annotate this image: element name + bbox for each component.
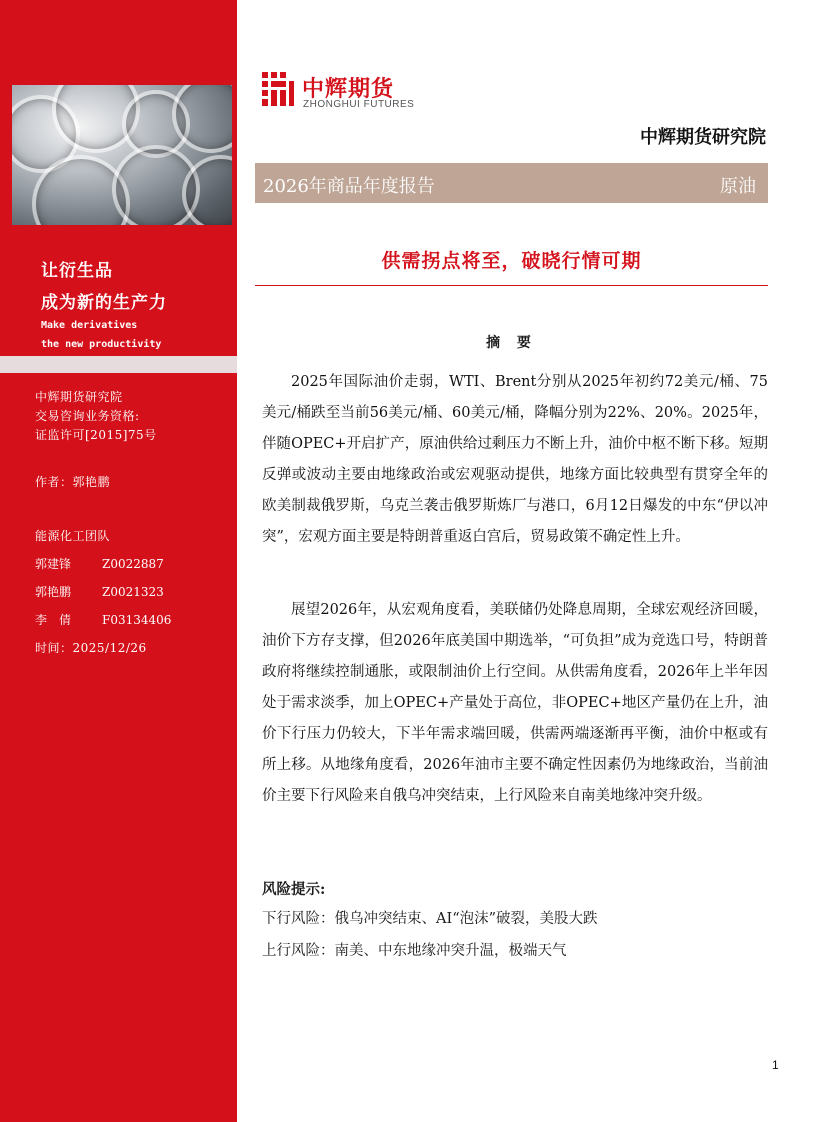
risk-upside: 上行风险：南美、中东地缘冲突升温，极端天气 (262, 943, 567, 959)
commodity-label: 原油 (720, 176, 756, 197)
sidebar-qualification: 交易咨询业务资格: (35, 409, 140, 423)
team-member-row (35, 583, 164, 600)
sidebar-date: 时间：2025/12/26 (35, 641, 147, 655)
sidebar-divider (0, 356, 237, 373)
institute-name: 中辉期货研究院 (640, 127, 766, 148)
slogan-cn-line-2: 成为新的生产力 (41, 293, 167, 313)
report-type: 2026年商品年度报告 (263, 176, 435, 197)
slogan-en-line-2: the new productivity (41, 339, 162, 350)
slogan-cn-line-1: 让衍生品 (41, 261, 113, 281)
headline-rule (255, 285, 768, 286)
report-headline: 供需拐点将至，破晓行情可期 (381, 250, 642, 272)
abstract-paragraph: 2025年国际油价走弱，WTI、Brent分别从2025年初约72美元/桶、75美元/桶跌至当前56美元/桶、60美元/桶，降幅分别为22%、20%。2025年，伴随OPEC+开启扩产，原油供给过剩压力不断上升，油价中枢不断下移。短期反弹或波动主要由地缘政治或宏观驱动提供，地缘方面比较典型有贯穿全年的欧美制裁俄罗斯，乌克兰袭击俄罗斯炼厂与港口，6月12日爆发的中东“伊以冲突”，宏观方面主要是特朗普重返白宫后，贸易政策不确定性上升。 (262, 374, 768, 545)
page-number: 1 (772, 1058, 779, 1072)
slogan-en-line-1: Make derivatives (41, 320, 138, 331)
team-member-name: 郭艳鹏 (35, 585, 72, 599)
team-member-name: 李 倩 (35, 613, 72, 627)
risk-downside: 下行风险：俄乌冲突结束、AI“泡沫”破裂，美股大跌 (262, 911, 598, 927)
team-member-row (35, 611, 171, 628)
sidebar-team-name: 能源化工团队 (35, 529, 111, 543)
team-member-id: Z0022887 (102, 557, 164, 571)
steel-coils-image (12, 85, 232, 225)
sidebar-institute: 中辉期货研究院 (35, 390, 123, 404)
team-member-row (35, 555, 164, 572)
logo-grid-icon (262, 72, 294, 106)
logo-text-en: ZHONGHUI FUTURES (303, 99, 415, 110)
sidebar-author: 作者：郭艳鹏 (35, 475, 111, 489)
report-type-band (255, 163, 768, 203)
team-member-id: F03134406 (102, 613, 172, 627)
sidebar (0, 0, 237, 1122)
risk-title: 风险提示: (262, 881, 326, 898)
abstract-paragraph: 展望2026年，从宏观角度看，美联储仍处降息周期，全球宏观经济回暖，油价下方存支撑，但2026年底美国中期选举，“可负担”成为竞选口号，特朗普政府将继续控制通胀，或限制油价上行空间。从供需角度看，2026年上半年因处于需求淡季，加上OPEC+产量处于高位，非OPEC+地区产量仍在上升，油价下行压力仍较大，下半年需求端回暖，供需两端逐渐再平衡，油价中枢或有所上移。从地缘角度看，2026年油市主要不确定性因素仍为地缘政治，当前油价主要下行风险来自俄乌冲突结束，上行风险来自南美地缘冲突升级。 (262, 602, 768, 804)
abstract-title: 摘 要 (486, 335, 537, 351)
team-member-id: Z0021323 (102, 585, 164, 599)
logo-text-cn: 中辉期货 (302, 77, 395, 102)
sidebar-license: 证监许可[2015]75号 (35, 428, 157, 442)
team-member-name: 郭建锋 (35, 557, 72, 571)
